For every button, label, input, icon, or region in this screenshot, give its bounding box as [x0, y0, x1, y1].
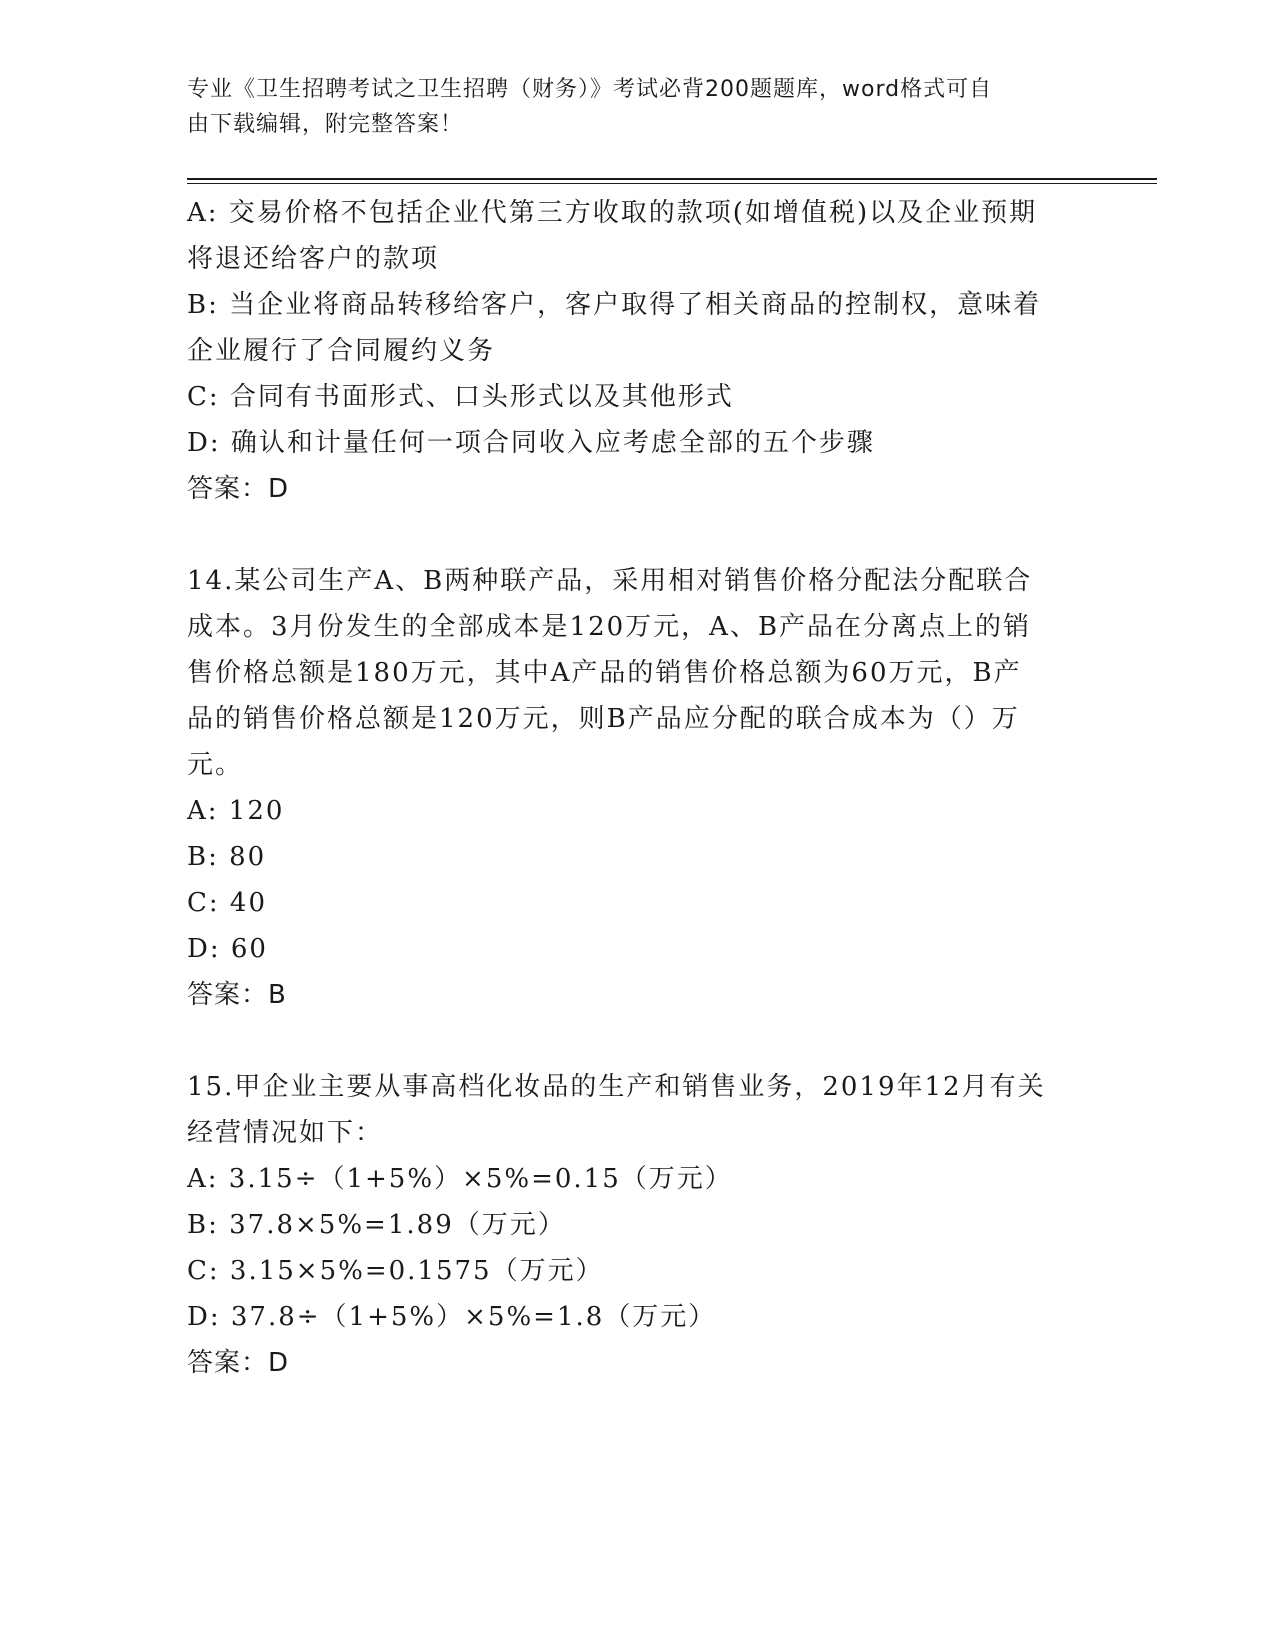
question-stem-line: 14.某公司生产A、B两种联产品，采用相对销售价格分配法分配联合 [187, 566, 1033, 596]
answer-line: 答案：B [187, 980, 287, 1010]
option-line: 将退还给客户的款项 [187, 244, 440, 274]
question-14 [187, 558, 1087, 1018]
option-line: B: 当企业将商品转移给客户，客户取得了相关商品的控制权，意味着 [187, 290, 1042, 320]
option-line: D: 确认和计量任何一项合同收入应考虑全部的五个步骤 [187, 428, 875, 458]
option-line: C: 40 [187, 888, 268, 918]
option-line: A: 3.15÷（1+5%）×5%=0.15（万元） [187, 1164, 733, 1194]
option-line: C: 3.15×5%=0.1575（万元） [187, 1256, 604, 1286]
header-divider-thin [187, 183, 1157, 184]
header-line: 专业《卫生招聘考试之卫生招聘（财务）》考试必背200题题库，word格式可自 [187, 77, 993, 102]
option-line: B: 37.8×5%=1.89（万元） [187, 1210, 566, 1240]
option-line: A: 交易价格不包括企业代第三方收取的款项(如增值税)以及企业预期 [187, 198, 1038, 228]
question-stem-line: 品的销售价格总额是120万元，则B产品应分配的联合成本为（）万 [187, 704, 1020, 734]
question-stem-line: 售价格总额是180万元，其中A产品的销售价格总额为60万元，B产 [187, 658, 1022, 688]
question-15 [187, 1064, 1087, 1386]
option-line: A: 120 [187, 796, 285, 826]
question-13 [187, 190, 1087, 512]
option-line: C: 合同有书面形式、口头形式以及其他形式 [187, 382, 734, 412]
document-body [187, 190, 1087, 1386]
question-stem-line: 经营情况如下： [187, 1118, 384, 1148]
answer-line: 答案：D [187, 474, 290, 504]
header-divider [187, 178, 1157, 180]
answer-line: 答案：D [187, 1348, 290, 1378]
option-line: D: 60 [187, 934, 268, 964]
question-stem-line: 15.甲企业主要从事高档化妆品的生产和销售业务，2019年12月有关 [187, 1072, 1046, 1102]
header-line: 由下载编辑，附完整答案！ [187, 112, 464, 137]
question-stem-line: 元。 [187, 750, 244, 780]
option-line: B: 80 [187, 842, 267, 872]
option-line: 企业履行了合同履约义务 [187, 336, 496, 366]
question-stem-line: 成本。3月份发生的全部成本是120万元，A、B产品在分离点上的销 [187, 612, 1032, 642]
option-line: D: 37.8÷（1+5%）×5%=1.8（万元） [187, 1302, 717, 1332]
document-header [187, 72, 1067, 142]
